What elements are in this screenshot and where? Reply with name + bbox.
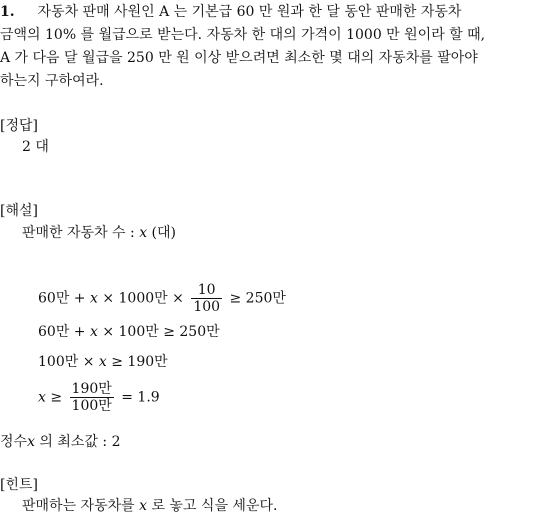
equation-4 <box>38 381 160 414</box>
problem-line-4: 하는지 구하여라. <box>0 73 104 89</box>
problem-number: 1. <box>0 4 15 20</box>
equation-1 <box>38 282 286 315</box>
equation-3 <box>38 352 168 372</box>
hint-suffix: 로 놓고 식을 세운다. <box>147 498 278 514</box>
fraction-numerator: 10 <box>191 282 222 299</box>
problem-line-3: A 가 다음 달 월급을 250 만 원 이상 받으려면 최소한 몇 대의 자동차를 팔아야 <box>0 50 478 66</box>
equation-4-mid: ≥ <box>45 389 67 406</box>
conclusion-suffix: 의 최소값 : 2 <box>34 434 121 450</box>
equation-2 <box>38 322 220 342</box>
fraction-denominator: 100만 <box>71 398 112 414</box>
explanation-intro-suffix: (대) <box>147 225 176 241</box>
fraction-190-over-100 <box>70 381 114 414</box>
hint-text <box>22 496 277 516</box>
explanation-label: [해설] <box>0 203 38 219</box>
equation-1-mid: × 1000만 × <box>97 290 189 307</box>
equation-3-prefix: 100만 × <box>38 354 99 370</box>
equation-1-suffix: ≥ 250만 <box>225 290 286 307</box>
explanation-intro-prefix: 판매한 자동차 수 : <box>22 225 140 241</box>
fraction-denominator: 100 <box>193 299 221 315</box>
variable-x: x <box>89 324 98 340</box>
variable-x: x <box>89 290 98 307</box>
fraction-10-over-100 <box>191 282 222 315</box>
problem-text-1: 자동차 판매 사원인 A 는 기본급 60 만 원과 한 달 동안 판매한 자동차 <box>37 4 462 20</box>
variable-x: x <box>98 354 107 370</box>
answer-value: 2 대 <box>22 139 49 155</box>
variable-x: x <box>27 434 35 450</box>
variable-x: x <box>139 498 147 514</box>
problem-line-2: 금액의 10% 를 월급으로 받는다. 자동차 한 대의 가격이 1000 만 원이라 할 때, <box>0 27 486 43</box>
variable-x: x <box>38 389 46 406</box>
equation-2-prefix: 60만 + <box>38 324 90 340</box>
explanation-conclusion <box>0 432 121 452</box>
conclusion-prefix: 정수 <box>0 434 28 450</box>
explanation-intro <box>22 223 176 243</box>
variable-x: x <box>139 225 148 241</box>
problem-line-1 <box>0 2 461 22</box>
equation-1-prefix: 60만 + <box>38 290 90 307</box>
hint-label: [힌트] <box>0 477 38 493</box>
equation-3-suffix: ≥ 190만 <box>106 354 168 370</box>
answer-label: [정답] <box>0 118 38 134</box>
hint-prefix: 판매하는 자동차를 <box>22 498 140 514</box>
equation-4-suffix: = 1.9 <box>116 389 160 406</box>
equation-2-suffix: × 100만 ≥ 250만 <box>97 324 220 340</box>
fraction-numerator: 190만 <box>71 381 112 397</box>
